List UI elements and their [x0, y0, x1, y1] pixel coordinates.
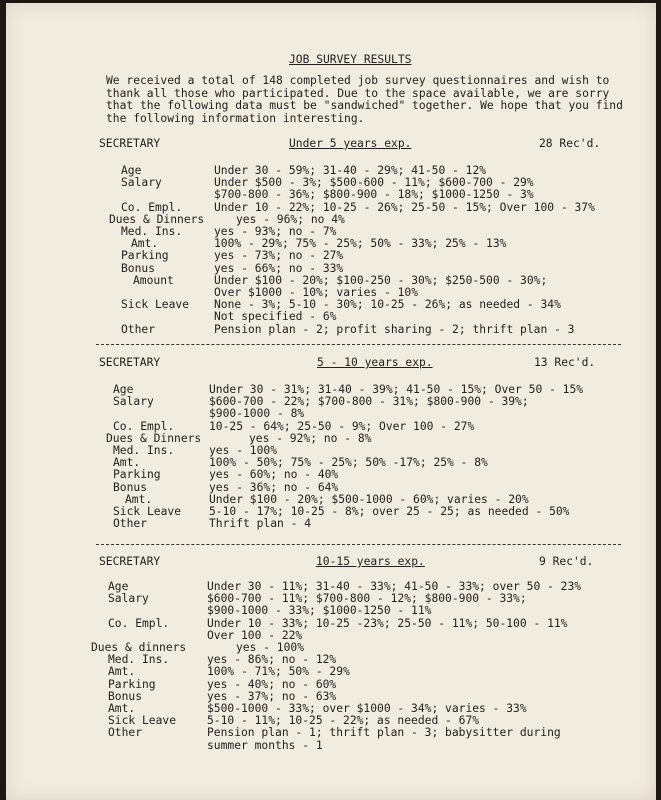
row-key: Amt.: [108, 665, 136, 679]
row-key: Sick Leave: [121, 298, 190, 312]
row-key: Amt.: [125, 492, 153, 506]
row-value: 5-10 - 11%; 10-25 - 22%; as needed - 67%: [207, 714, 480, 728]
section-experience: 5 - 10 years exp.: [317, 356, 433, 369]
section-received-count: 9 Rec'd.: [539, 555, 594, 568]
row-key: Co. Empl.: [121, 200, 183, 214]
row-key: Parking: [113, 468, 161, 482]
row-key: Other: [121, 322, 156, 336]
row-key: Age: [121, 164, 142, 177]
row-key: Dues & Dinners: [106, 431, 202, 445]
row-value: Under 10 - 22%; 10-25 - 26%; 25-50 - 15%; Over 100 - 37%: [214, 200, 595, 214]
section-label: SECRETARY: [99, 555, 161, 568]
row-value: None - 3%; 5-10 - 30%; 10-25 - 26%; as needed - 34%: [214, 298, 561, 312]
section-divider: [96, 344, 621, 345]
row-value: 100% - 29%; 75% - 25%; 50% - 33%; 25% - 13%: [214, 237, 507, 251]
row-value: $500-1000 - 33%; over $1000 - 34%; varies - 33%: [207, 702, 527, 715]
row-key: Other: [113, 517, 148, 531]
row-key: Dues & Dinners: [109, 212, 205, 226]
row-value: Under 30 - 11%; 31-40 - 33%; 41-50 - 33%; over 50 - 23%: [207, 580, 582, 593]
row-key: Med. Ins.: [121, 225, 183, 238]
row-key: Bonus: [113, 480, 148, 494]
row-value: Over 100 - 22%: [207, 628, 303, 642]
row-key: Sick Leave: [113, 505, 182, 518]
row-value: Under $100 - 20%; $500-1000 - 60%; varies - 20%: [209, 492, 529, 506]
row-key: Amt.: [131, 237, 159, 251]
row-key: Salary: [121, 176, 162, 190]
row-key: Parking: [108, 677, 156, 691]
row-value: Under 30 - 59%; 31-40 - 29%; 41-50 - 12%: [214, 164, 487, 177]
row-key: Age: [113, 383, 134, 396]
section-divider: [96, 544, 621, 545]
row-value: $900-1000 - 33%; $1000-1250 - 11%: [207, 604, 432, 618]
row-key: Parking: [121, 249, 169, 263]
row-value: Under $500 - 3%; $500-600 - 11%; $600-700 - 29%: [214, 176, 534, 190]
row-key: Salary: [113, 395, 154, 409]
row-value: yes - 86%; no - 12%: [207, 653, 337, 667]
row-value: Under 30 - 31%; 31-40 - 39%; 41-50 - 15%; Over 50 - 15%: [209, 383, 584, 396]
document-body: [6, 3, 656, 800]
row-value: $700-800 - 36%; $800-900 - 18%; $1000-1250 - 3%: [214, 188, 534, 202]
row-value: yes - 100%: [236, 641, 305, 654]
row-key: Med. Ins.: [113, 444, 175, 457]
row-value: yes - 92%; no - 8%: [249, 431, 372, 445]
row-value: yes - 100%: [209, 444, 278, 457]
section-experience: Under 5 years exp.: [289, 137, 412, 150]
row-key: Co. Empl.: [108, 616, 170, 630]
row-value: yes - 60%; no - 40%: [209, 468, 339, 482]
row-key: Amt.: [113, 456, 141, 470]
row-value: yes - 40%; no - 60%: [207, 677, 337, 691]
row-key: Age: [108, 580, 129, 593]
row-value: Not specified - 6%: [214, 310, 337, 324]
row-value: yes - 96%; no 4%: [236, 212, 345, 226]
row-value: Under $100 - 20%; $100-250 - 30%; $250-500 - 30%;: [214, 273, 548, 287]
row-key: Other: [108, 726, 143, 740]
row-key: Dues & dinners: [91, 641, 187, 654]
row-value: Over $1000 - 10%; varies - 10%: [214, 286, 419, 299]
row-value: 100% - 50%; 75% - 25%; 50% -17%; 25% - 8%: [209, 456, 488, 470]
row-value: yes - 36%; no - 64%: [209, 480, 339, 494]
row-value: $600-700 - 11%; $700-800 - 12%; $800-900 - 33%;: [207, 592, 527, 606]
row-value: 5-10 - 17%; 10-25 - 8%; over 25 - 25; as needed - 50%: [209, 505, 570, 518]
section-received-count: 28 Rec'd.: [539, 137, 601, 150]
section-label: SECRETARY: [99, 137, 161, 150]
row-key: Med. Ins.: [108, 653, 170, 667]
section-label: SECRETARY: [99, 356, 161, 369]
row-key: Salary: [108, 592, 149, 606]
row-value: $900-1000 - 8%: [209, 407, 305, 421]
row-value: yes - 73%; no - 27%: [214, 249, 344, 263]
paper-sheet: [6, 3, 656, 800]
row-value: Pension plan - 1; thrift plan - 3; babysitter during: [207, 726, 561, 740]
section-header: [99, 357, 619, 371]
row-value: 10-25 - 64%; 25-50 - 9%; Over 100 - 27%: [209, 419, 475, 433]
row-key: Bonus: [121, 261, 156, 275]
row-key: Amount: [133, 273, 174, 287]
row-key: Amt.: [108, 702, 136, 715]
row-value: yes - 93%; no - 7%: [214, 225, 337, 238]
section-header: [99, 138, 619, 152]
row-value: Pension plan - 2; profit sharing - 2; thrift plan - 3: [214, 322, 575, 336]
document-title: JOB SURVEY RESULTS: [289, 53, 412, 66]
row-key: Co. Empl.: [113, 419, 175, 433]
row-value: $600-700 - 22%; $700-800 - 31%; $800-900 - 39%;: [209, 395, 529, 409]
row-value: yes - 37%; no - 63%: [207, 689, 337, 703]
row-key: Sick Leave: [108, 714, 177, 728]
row-value: summer months - 1: [207, 738, 323, 752]
row-value: yes - 66%; no - 33%: [214, 261, 344, 275]
section-experience: 10-15 years exp.: [316, 555, 425, 568]
row-value: Under 10 - 33%; 10-25 -23%; 25-50 - 11%; 50-100 - 11%: [207, 616, 568, 630]
row-value: Thrift plan - 4: [209, 517, 312, 531]
row-key: Bonus: [108, 689, 143, 703]
intro-paragraph: We received a total of 148 completed job survey questionnaires and wish to thank all those who participated. Due to the space available, we are sorry that the following data must be "sandwiched" together. We hope that you find the following information interesting.: [106, 74, 623, 125]
row-value: 100% - 71%; 50% - 29%: [207, 665, 350, 679]
section-header: [99, 556, 619, 570]
section-received-count: 13 Rec'd.: [534, 356, 596, 369]
